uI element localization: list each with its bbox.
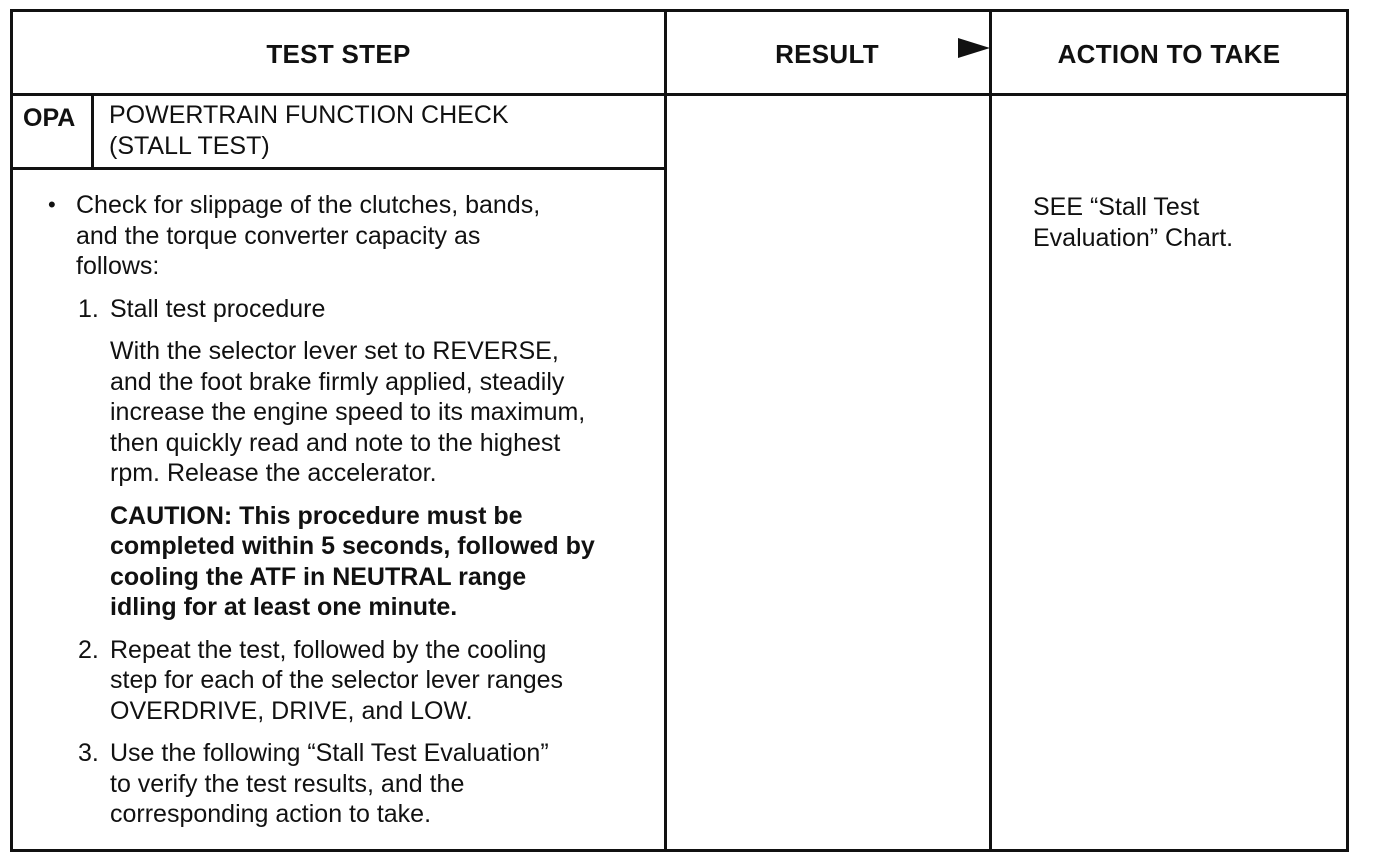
test-step-body bbox=[35, 190, 655, 830]
bullet-text bbox=[76, 190, 540, 282]
text-line: step for each of the selector lever ranges bbox=[110, 666, 564, 694]
text-line: Repeat the test, followed by the cooling bbox=[110, 635, 547, 664]
item-number: 2. bbox=[78, 635, 99, 664]
item-heading: Stall test procedure bbox=[110, 294, 326, 323]
caution-note bbox=[110, 501, 655, 623]
text-line: and the foot brake firmly applied, steadily bbox=[110, 367, 565, 396]
text-line: follows: bbox=[76, 252, 160, 280]
header-test-step: TEST STEP bbox=[266, 38, 411, 69]
text-line: Use the following “Stall Test Evaluation” bbox=[110, 739, 549, 767]
numbered-item-1 bbox=[78, 294, 655, 325]
step-title bbox=[109, 100, 509, 162]
column-divider-action bbox=[989, 12, 992, 849]
item-text bbox=[110, 738, 549, 830]
item-detail bbox=[110, 336, 655, 489]
item-number: 1. bbox=[78, 294, 99, 323]
numbered-item-3 bbox=[78, 738, 655, 830]
text-line: cooling the ATF in NEUTRAL range bbox=[110, 562, 527, 591]
text-line: corresponding action to take. bbox=[110, 800, 432, 828]
text-line: completed within 5 seconds, followed by bbox=[110, 532, 595, 560]
step-title-line: (STALL TEST) bbox=[109, 132, 270, 160]
text-line: to verify the test results, and the bbox=[110, 769, 465, 798]
arrow-right-icon bbox=[958, 38, 990, 58]
step-code: OPA bbox=[23, 104, 76, 132]
text-line: rpm. Release the accelerator. bbox=[110, 459, 437, 487]
code-divider bbox=[91, 93, 94, 170]
text-line: OVERDRIVE, DRIVE, and LOW. bbox=[110, 696, 473, 725]
text-line: SEE “Stall Test bbox=[1033, 193, 1200, 221]
action-text bbox=[1033, 192, 1233, 254]
test-step-table bbox=[10, 9, 1349, 852]
step-title-divider bbox=[13, 167, 664, 170]
step-title-line: POWERTRAIN FUNCTION CHECK bbox=[109, 101, 509, 129]
header-result: RESULT bbox=[775, 38, 879, 69]
text-line: idling for at least one minute. bbox=[110, 593, 458, 621]
header-action-to-take: ACTION TO TAKE bbox=[1057, 38, 1281, 69]
text-line: Check for slippage of the clutches, bands, bbox=[76, 191, 541, 219]
text-line: and the torque converter capacity as bbox=[76, 221, 481, 250]
item-text bbox=[110, 635, 563, 727]
column-divider-result bbox=[664, 12, 667, 849]
text-line: With the selector lever set to REVERSE, bbox=[110, 337, 559, 365]
text-line: CAUTION: This procedure must be bbox=[110, 501, 523, 530]
text-line: Evaluation” Chart. bbox=[1033, 224, 1234, 252]
text-line: increase the engine speed to its maximum, bbox=[110, 398, 586, 426]
bullet-item bbox=[35, 190, 655, 282]
text-line: then quickly read and note to the highest bbox=[110, 428, 561, 457]
numbered-item-2 bbox=[78, 635, 655, 727]
bullet-icon: • bbox=[48, 192, 56, 217]
item-number: 3. bbox=[78, 739, 99, 767]
